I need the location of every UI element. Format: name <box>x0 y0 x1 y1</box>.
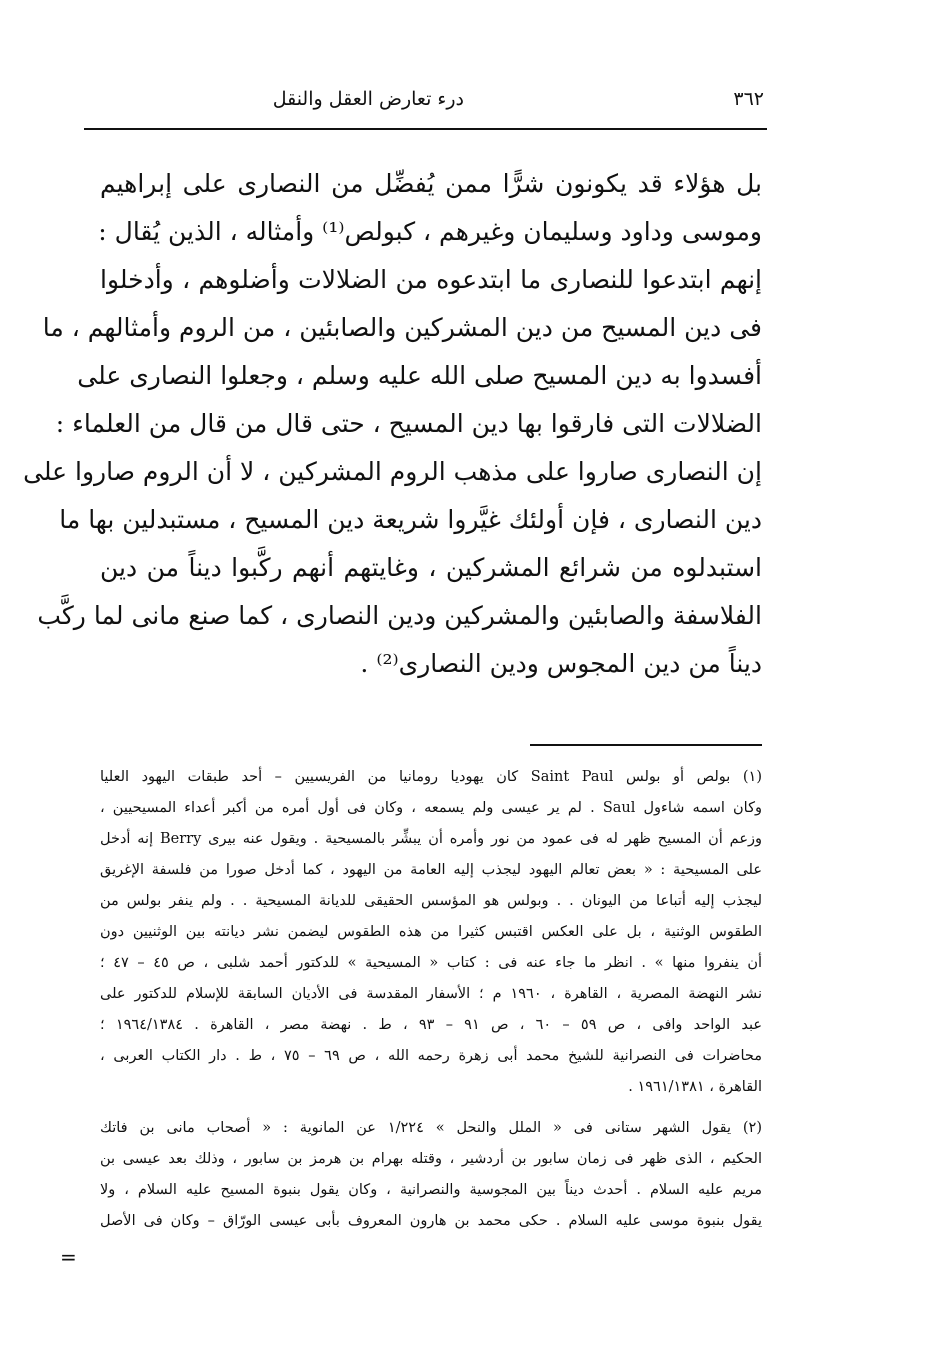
main-text <box>23 160 762 688</box>
header-rule <box>84 128 767 130</box>
page-number: ٣٦٢ <box>733 88 764 110</box>
running-title: درء تعارض العقل والنقل <box>272 88 464 110</box>
footnote-line: على المسيحية : « بعض تعالم اليهود ليجذب إليه العامة من اليهود ، كما أدخل صورا من فلسفة الإغريق <box>100 862 762 878</box>
text-line: استبدلوه من شرائع المشركين ، وغايتهم أنهم ركَّبوا ديناً من دين <box>100 553 762 582</box>
text-line: إنهم ابتدعوا للنصارى ما ابتدعوه من الضلالات وأضلوهم ، وأدخلوا <box>100 265 762 294</box>
footnote-line: وزعم أن المسيح ظهر له فى عمود من نور وأمره أن يبشِّر بالمسيحية . ويقول عنه بيرى Berry إنه أدخل <box>100 831 762 847</box>
footnote-1 <box>100 762 762 1103</box>
footnotes <box>100 762 762 1237</box>
footnote-line: (١) بولص أو بولس Saint Paul كان يهوديا رومانيا من الفريسيين – أحد طبقات اليهود العليا <box>100 769 762 785</box>
text-line: دين النصارى ، فإن أولئك غيَّروا شريعة دين المسيح ، مستبدلين بها ما <box>59 505 762 534</box>
footnote-line: القاهرة ، ١٩٦١/١٣٨١ . <box>628 1079 762 1095</box>
text-line: بل هؤلاء قد يكونون شرًّا ممن يُفضِّل من النصارى على إبراهيم <box>100 169 762 198</box>
footnote-2 <box>100 1113 762 1237</box>
continuation-mark: = <box>60 1245 77 1269</box>
footnote-line: أن ينفروا منها » . انظر ما جاء عنه فى : كتاب « المسيحية » للدكتور أحمد شلبى ، ص ٤٥ – ٤٧ ؛ <box>100 955 763 971</box>
footnote-line: يقول بنبوة موسى عليه السلام . حكى محمد بن هارون المعروف بأبى عيسى الورّاق – وكان فى الأصل <box>100 1213 762 1229</box>
text-line: أفسدوا به دين المسيح صلى الله عليه وسلم ، وجعلوا النصارى على <box>77 361 762 390</box>
footnote-line: نشر النهضة المصرية ، القاهرة ، ١٩٦٠ م ؛ الأسفار المقدسة فى الأديان السابقة للإسلام للدكتور على <box>100 986 762 1002</box>
text-line: فى دين المسيح من دين المشركين والصابئين ، من الروم وأمثالهم ، ما <box>42 313 762 342</box>
footnote-line: (٢) يقول الشهر ستانى فى « الملل والنحل » ١/٢٢٤ عن المانوية : « أصحاب مانى بن فاتك <box>100 1120 762 1136</box>
footnote-line: ليجذب إليه أتباعا من اليونان . . وبولس هو المؤسس الحقيقى للديانة المسيحية . . ولم ينفر بولس من <box>100 893 762 909</box>
footnote-line: الطقوس الوثنية ، بل على العكس اقتبس كثيرا من هذه الطقوس ليضمن نشر ديانته بين الوثنيين دون <box>100 924 762 940</box>
footnote-line: محاضرات فى النصرانية للشيخ محمد أبى زهرة رحمه الله ، ص ٦٩ – ٧٥ ، ط . دار الكتاب العربى ، <box>100 1048 763 1064</box>
text-line: وموسى وداود وسليمان وغيرهم ، كبولص⁽¹⁾ وأمثاله ، الذين يُقال : <box>98 217 762 246</box>
footnote-separator <box>530 744 762 746</box>
text-line: إن النصارى صاروا على مذهب الروم المشركين ، لا أن الروم صاروا على <box>23 457 762 486</box>
text-line: الضلالات التى فارقوا بها دين المسيح ، حتى قال من قال من العلماء : <box>55 409 762 438</box>
footnote-line: مريم عليه السلام . أحدث ديناً بين المجوسية والنصرانية ، وكان يقول بنبوة المسيح عليه السلام ، ولا <box>100 1182 762 1198</box>
footnote-line: عبد الواحد وافى ، ص ٥٩ – ٦٠ ، ص ٩١ – ٩٣ ، ط . نهضة مصر ، القاهرة . ١٩٦٤/١٣٨٤ ؛ <box>100 1017 763 1033</box>
page-header <box>112 88 764 118</box>
text-line: الفلاسفة والصابئين والمشركين ودين النصارى ، كما صنع مانى لما ركَّب <box>37 601 762 630</box>
footnote-line: وكان اسمه شاءول Saul . لم ير عيسى ولم يسمعه ، وكان فى أول أمره من أكبر أعداء المسيحيين ، <box>100 800 762 816</box>
footnote-line: الحكيم ، الذى ظهر فى زمان سابور بن أردشير ، وقتله بهرام بن هرمز بن سابور ، وذلك بعد عيسى بن <box>100 1151 762 1167</box>
text-line: ديناً من دين المجوس ودين النصارى⁽²⁾ . <box>360 649 762 678</box>
